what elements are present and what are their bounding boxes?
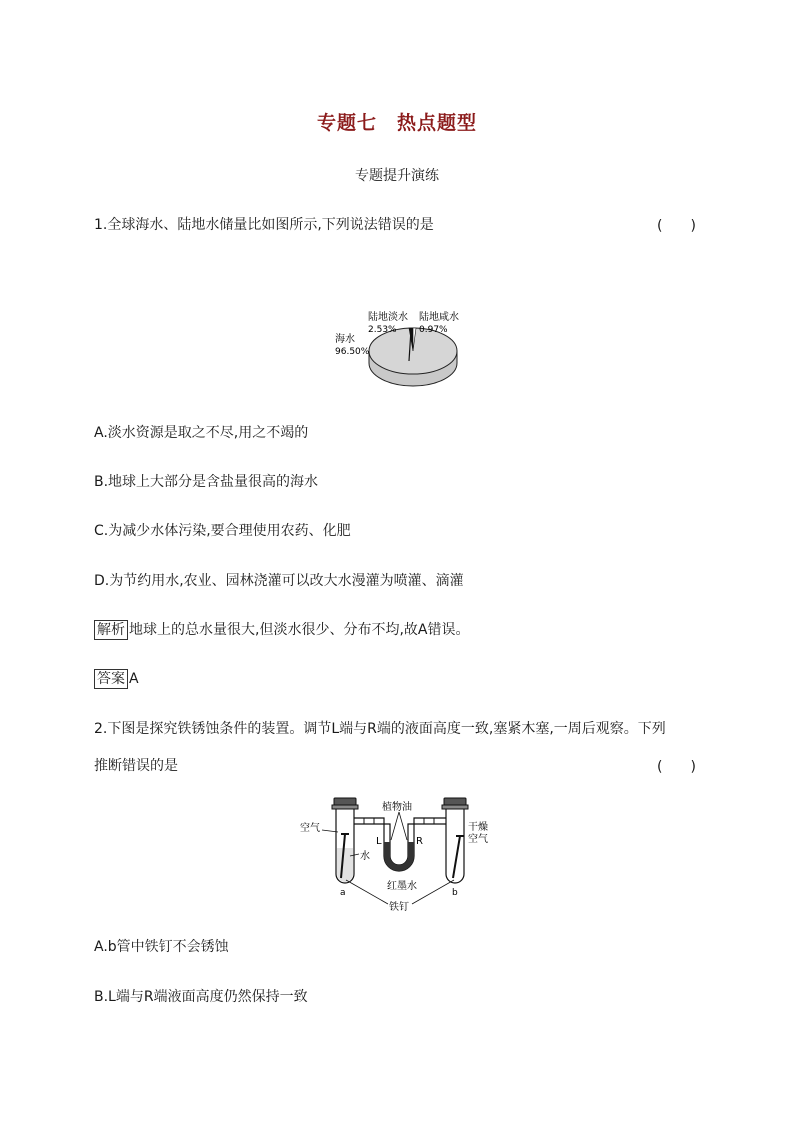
q1-option-c: C.为减少水体污染,要合理使用农药、化肥 xyxy=(94,523,351,539)
pie-label-sea: 海水 xyxy=(335,334,355,345)
label-R: R xyxy=(416,836,423,847)
q2-option-a: A.b管中铁钉不会锈蚀 xyxy=(94,939,229,955)
connecting-tube-outer xyxy=(354,818,446,871)
q2-answer-blank: ( ) xyxy=(657,759,696,775)
q2-iron-rust-apparatus xyxy=(296,796,502,916)
q2-stem-line2: 推断错误的是 xyxy=(94,758,178,774)
label-tube-b: b xyxy=(452,888,458,898)
answer-label: 答案 xyxy=(94,669,128,689)
answer-text: A xyxy=(129,671,139,687)
q1-answer xyxy=(94,669,139,689)
page-title: 专题七 热点题型 xyxy=(316,112,477,134)
leader-nail-b xyxy=(412,880,454,904)
label-dry-1: 干燥 xyxy=(468,822,488,833)
q1-analysis xyxy=(94,620,469,640)
stopper-b-rim xyxy=(442,805,468,809)
page-subtitle: 专题提升演练 xyxy=(355,168,439,184)
leader-nail-a xyxy=(346,880,388,904)
pie-value-fresh: 2.53% xyxy=(368,325,397,335)
label-tube-a: a xyxy=(340,888,346,898)
q2-stem-line1: 2.下图是探究铁锈蚀条件的装置。调节L端与R端的液面高度一致,塞紧木塞,一周后观察。下列 xyxy=(94,721,666,737)
label-L: L xyxy=(376,836,382,847)
label-oil: 植物油 xyxy=(382,802,412,813)
pie-label-salt: 陆地咸水 xyxy=(419,312,459,323)
pie-value-salt: 0.97% xyxy=(419,325,448,335)
stopper-a-rim xyxy=(332,805,358,809)
q1-option-b: B.地球上大部分是含盐量很高的海水 xyxy=(94,474,319,490)
label-dry-2: 空气 xyxy=(468,834,488,845)
label-red-ink: 红墨水 xyxy=(387,881,417,892)
q1-pie-chart xyxy=(325,303,475,399)
water-in-a xyxy=(337,848,353,882)
label-air: 空气 xyxy=(300,823,320,834)
q2-option-b: B.L端与R端液面高度仍然保持一致 xyxy=(94,989,308,1005)
q1-option-d: D.为节约用水,农业、园林浇灌可以改大水漫灌为喷灌、滴灌 xyxy=(94,573,464,589)
label-nail: 铁钉 xyxy=(389,902,409,913)
analysis-text: 地球上的总水量很大,但淡水很少、分布不均,故A错误。 xyxy=(129,622,470,638)
leader-oil-l xyxy=(391,812,399,840)
q1-option-a: A.淡水资源是取之不尽,用之不竭的 xyxy=(94,425,309,441)
label-water: 水 xyxy=(360,851,370,862)
leader-oil-r xyxy=(399,812,407,840)
q1-answer-blank: ( ) xyxy=(657,218,696,234)
q1-stem: 1.全球海水、陆地水储量比如图所示,下列说法错误的是 xyxy=(94,217,434,233)
analysis-label: 解析 xyxy=(94,620,128,640)
pie-value-sea: 96.50% xyxy=(335,347,370,357)
pie-label-fresh: 陆地淡水 xyxy=(368,312,408,323)
red-ink xyxy=(384,842,414,871)
iron-nail-b xyxy=(453,836,460,878)
